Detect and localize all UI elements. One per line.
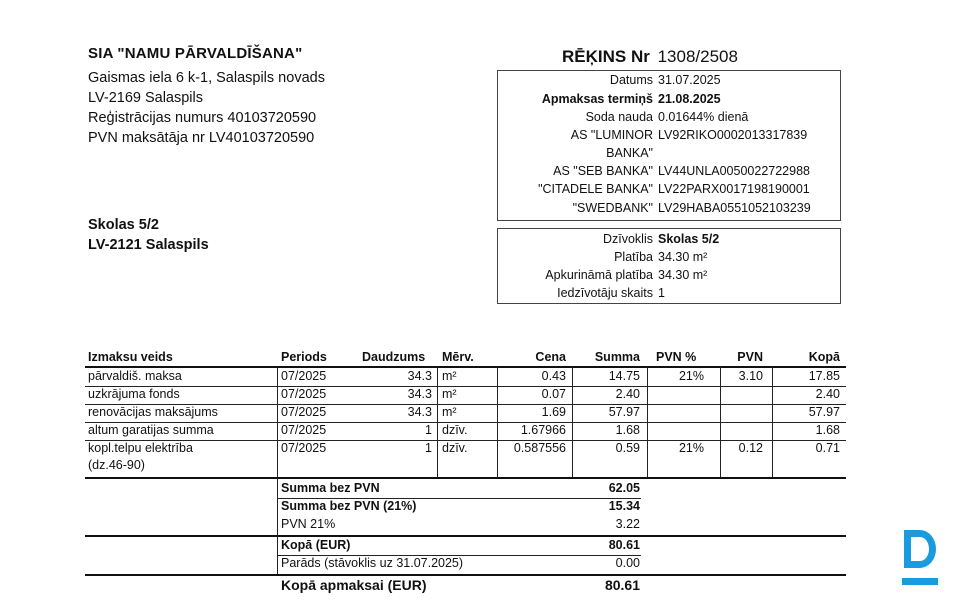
col-header-qty: Daudzums — [362, 350, 426, 364]
cell-vat-pct: 21% — [678, 369, 704, 383]
cell-total: 1.68 — [815, 423, 840, 437]
summary-top-rule — [85, 477, 846, 479]
col-header-unit: Mērv. — [442, 350, 474, 364]
cell-vat-pct: 21% — [678, 441, 704, 455]
cell-price: 1.69 — [541, 405, 566, 419]
grand-total-label: Kopā apmaksai (EUR) — [281, 577, 427, 593]
property-value: 1 — [658, 286, 665, 300]
col-header-total: Kopā — [808, 350, 840, 364]
company-reg-number: Reģistrācijas numurs 40103720590 — [88, 110, 317, 126]
table-column-divider — [647, 367, 648, 477]
cell-type: pārvaldiš. maksa — [88, 369, 182, 383]
invoice-title — [562, 47, 738, 67]
cell-qty: 1 — [425, 423, 432, 437]
invoice-detail-value: LV22PARX0017198190001 — [658, 182, 810, 196]
recipient-street: Skolas 5/2 — [88, 217, 159, 233]
col-header-vat-pct: PVN % — [656, 350, 697, 364]
d-logo-icon — [900, 528, 940, 593]
cell-total: 0.71 — [815, 441, 840, 455]
company-address: Gaismas iela 6 k-1, Salaspils novads — [88, 70, 325, 86]
cell-unit: m² — [442, 369, 457, 383]
cell-sum: 0.59 — [615, 441, 640, 455]
invoice-detail-label: "CITADELE BANKA" — [538, 182, 653, 196]
property-label: Apkurināmā platība — [545, 268, 653, 282]
summary-label: Parāds (stāvoklis uz 31.07.2025) — [281, 556, 464, 570]
cell-type: uzkrājuma fonds — [88, 387, 180, 401]
summary-value: 15.34 — [608, 499, 640, 513]
cell-unit: m² — [442, 387, 457, 401]
col-header-vat: PVN — [737, 350, 763, 364]
invoice-detail-label: "SWEDBANK" — [572, 201, 653, 215]
invoice-detail-value: 0.01644% dienā — [658, 110, 749, 124]
table-column-divider — [277, 367, 278, 477]
summary-label: PVN 21% — [281, 517, 336, 531]
property-label: Dzīvoklis — [602, 232, 653, 246]
grand-total-value: 80.61 — [604, 577, 640, 593]
summary-label: Kopā (EUR) — [281, 538, 351, 552]
cell-period: 07/2025 — [281, 387, 327, 401]
table-row-divider — [85, 386, 846, 387]
invoice-detail-value: 31.07.2025 — [658, 73, 721, 87]
cell-sum: 14.75 — [608, 369, 640, 383]
invoice-detail-value: LV92RIKO0002013317839 — [658, 128, 808, 142]
summary-label: Summa bez PVN (21%) — [281, 499, 417, 513]
property-value: 34.30 m² — [658, 250, 708, 264]
col-header-period: Periods — [281, 350, 327, 364]
company-name: SIA "NAMU PĀRVALDĪŠANA" — [88, 45, 303, 62]
summary-column-divider — [277, 478, 278, 574]
col-header-type: Izmaksu veids — [88, 350, 173, 364]
cell-unit: dzīv. — [442, 441, 468, 455]
cell-qty: 34.3 — [407, 405, 432, 419]
invoice-number: 1308/2508 — [657, 47, 738, 66]
company-city: LV-2169 Salaspils — [88, 90, 204, 106]
company-vat-number: PVN maksātāja nr LV40103720590 — [88, 130, 315, 146]
table-column-divider — [720, 367, 721, 477]
invoice-detail-value: LV44UNLA0050022722988 — [658, 164, 810, 178]
summary-value: 0.00 — [615, 556, 640, 570]
summary-mid-rule — [85, 535, 846, 537]
cell-type-detail: (dz.46-90) — [88, 458, 145, 472]
table-header-rule — [85, 366, 846, 368]
cell-total: 2.40 — [815, 387, 840, 401]
invoice-detail-label: Apmaksas termiņš — [541, 92, 653, 106]
table-column-divider — [497, 367, 498, 477]
table-column-divider — [572, 367, 573, 477]
summary-label: Summa bez PVN — [281, 481, 380, 495]
cell-unit: m² — [442, 405, 457, 419]
cell-type: altum garatijas summa — [88, 423, 214, 437]
invoice-detail-value: LV29HABA0551052103239 — [658, 201, 811, 215]
property-label: Iedzīvotāju skaits — [557, 286, 653, 300]
cell-period: 07/2025 — [281, 423, 327, 437]
cell-period: 07/2025 — [281, 405, 327, 419]
cell-sum: 1.68 — [615, 423, 640, 437]
invoice-detail-label: BANKA" — [606, 146, 653, 160]
property-label: Platība — [614, 250, 653, 264]
summary-value: 80.61 — [608, 538, 640, 552]
col-header-price: Cena — [535, 350, 566, 364]
property-value: Skolas 5/2 — [658, 232, 720, 246]
cell-price: 0.07 — [541, 387, 566, 401]
cell-period: 07/2025 — [281, 441, 327, 455]
cell-price: 1.67966 — [520, 423, 566, 437]
invoice-detail-value: 21.08.2025 — [658, 92, 721, 106]
recipient-city: LV-2121 Salaspils — [88, 237, 209, 253]
table-column-divider — [772, 367, 773, 477]
cell-price: 0.43 — [541, 369, 566, 383]
cell-type: renovācijas maksājums — [88, 405, 218, 419]
invoice-detail-label: AS "LUMINOR — [570, 128, 653, 142]
summary-value: 3.22 — [615, 517, 640, 531]
summary-bottom-rule — [85, 574, 846, 576]
cell-qty: 1 — [425, 441, 432, 455]
cell-unit: dzīv. — [442, 423, 468, 437]
cell-sum: 57.97 — [608, 405, 640, 419]
cell-period: 07/2025 — [281, 369, 327, 383]
summary-value: 62.05 — [608, 481, 640, 495]
cell-vat: 0.12 — [738, 441, 763, 455]
cell-price: 0.587556 — [513, 441, 566, 455]
invoice-detail-label: Soda nauda — [585, 110, 653, 124]
cell-qty: 34.3 — [407, 369, 432, 383]
cell-total: 17.85 — [808, 369, 840, 383]
col-header-sum: Summa — [594, 350, 640, 364]
cell-vat: 3.10 — [738, 369, 763, 383]
invoice-detail-label: AS "SEB BANKA" — [553, 164, 653, 178]
table-column-divider — [437, 367, 438, 477]
cell-qty: 34.3 — [407, 387, 432, 401]
cell-type: kopl.telpu elektrība — [88, 441, 193, 455]
invoice-detail-label: Datums — [609, 73, 653, 87]
invoice-title-label: RĒĶINS Nr — [562, 47, 650, 66]
cell-sum: 2.40 — [615, 387, 640, 401]
cell-total: 57.97 — [808, 405, 840, 419]
property-value: 34.30 m² — [658, 268, 708, 282]
